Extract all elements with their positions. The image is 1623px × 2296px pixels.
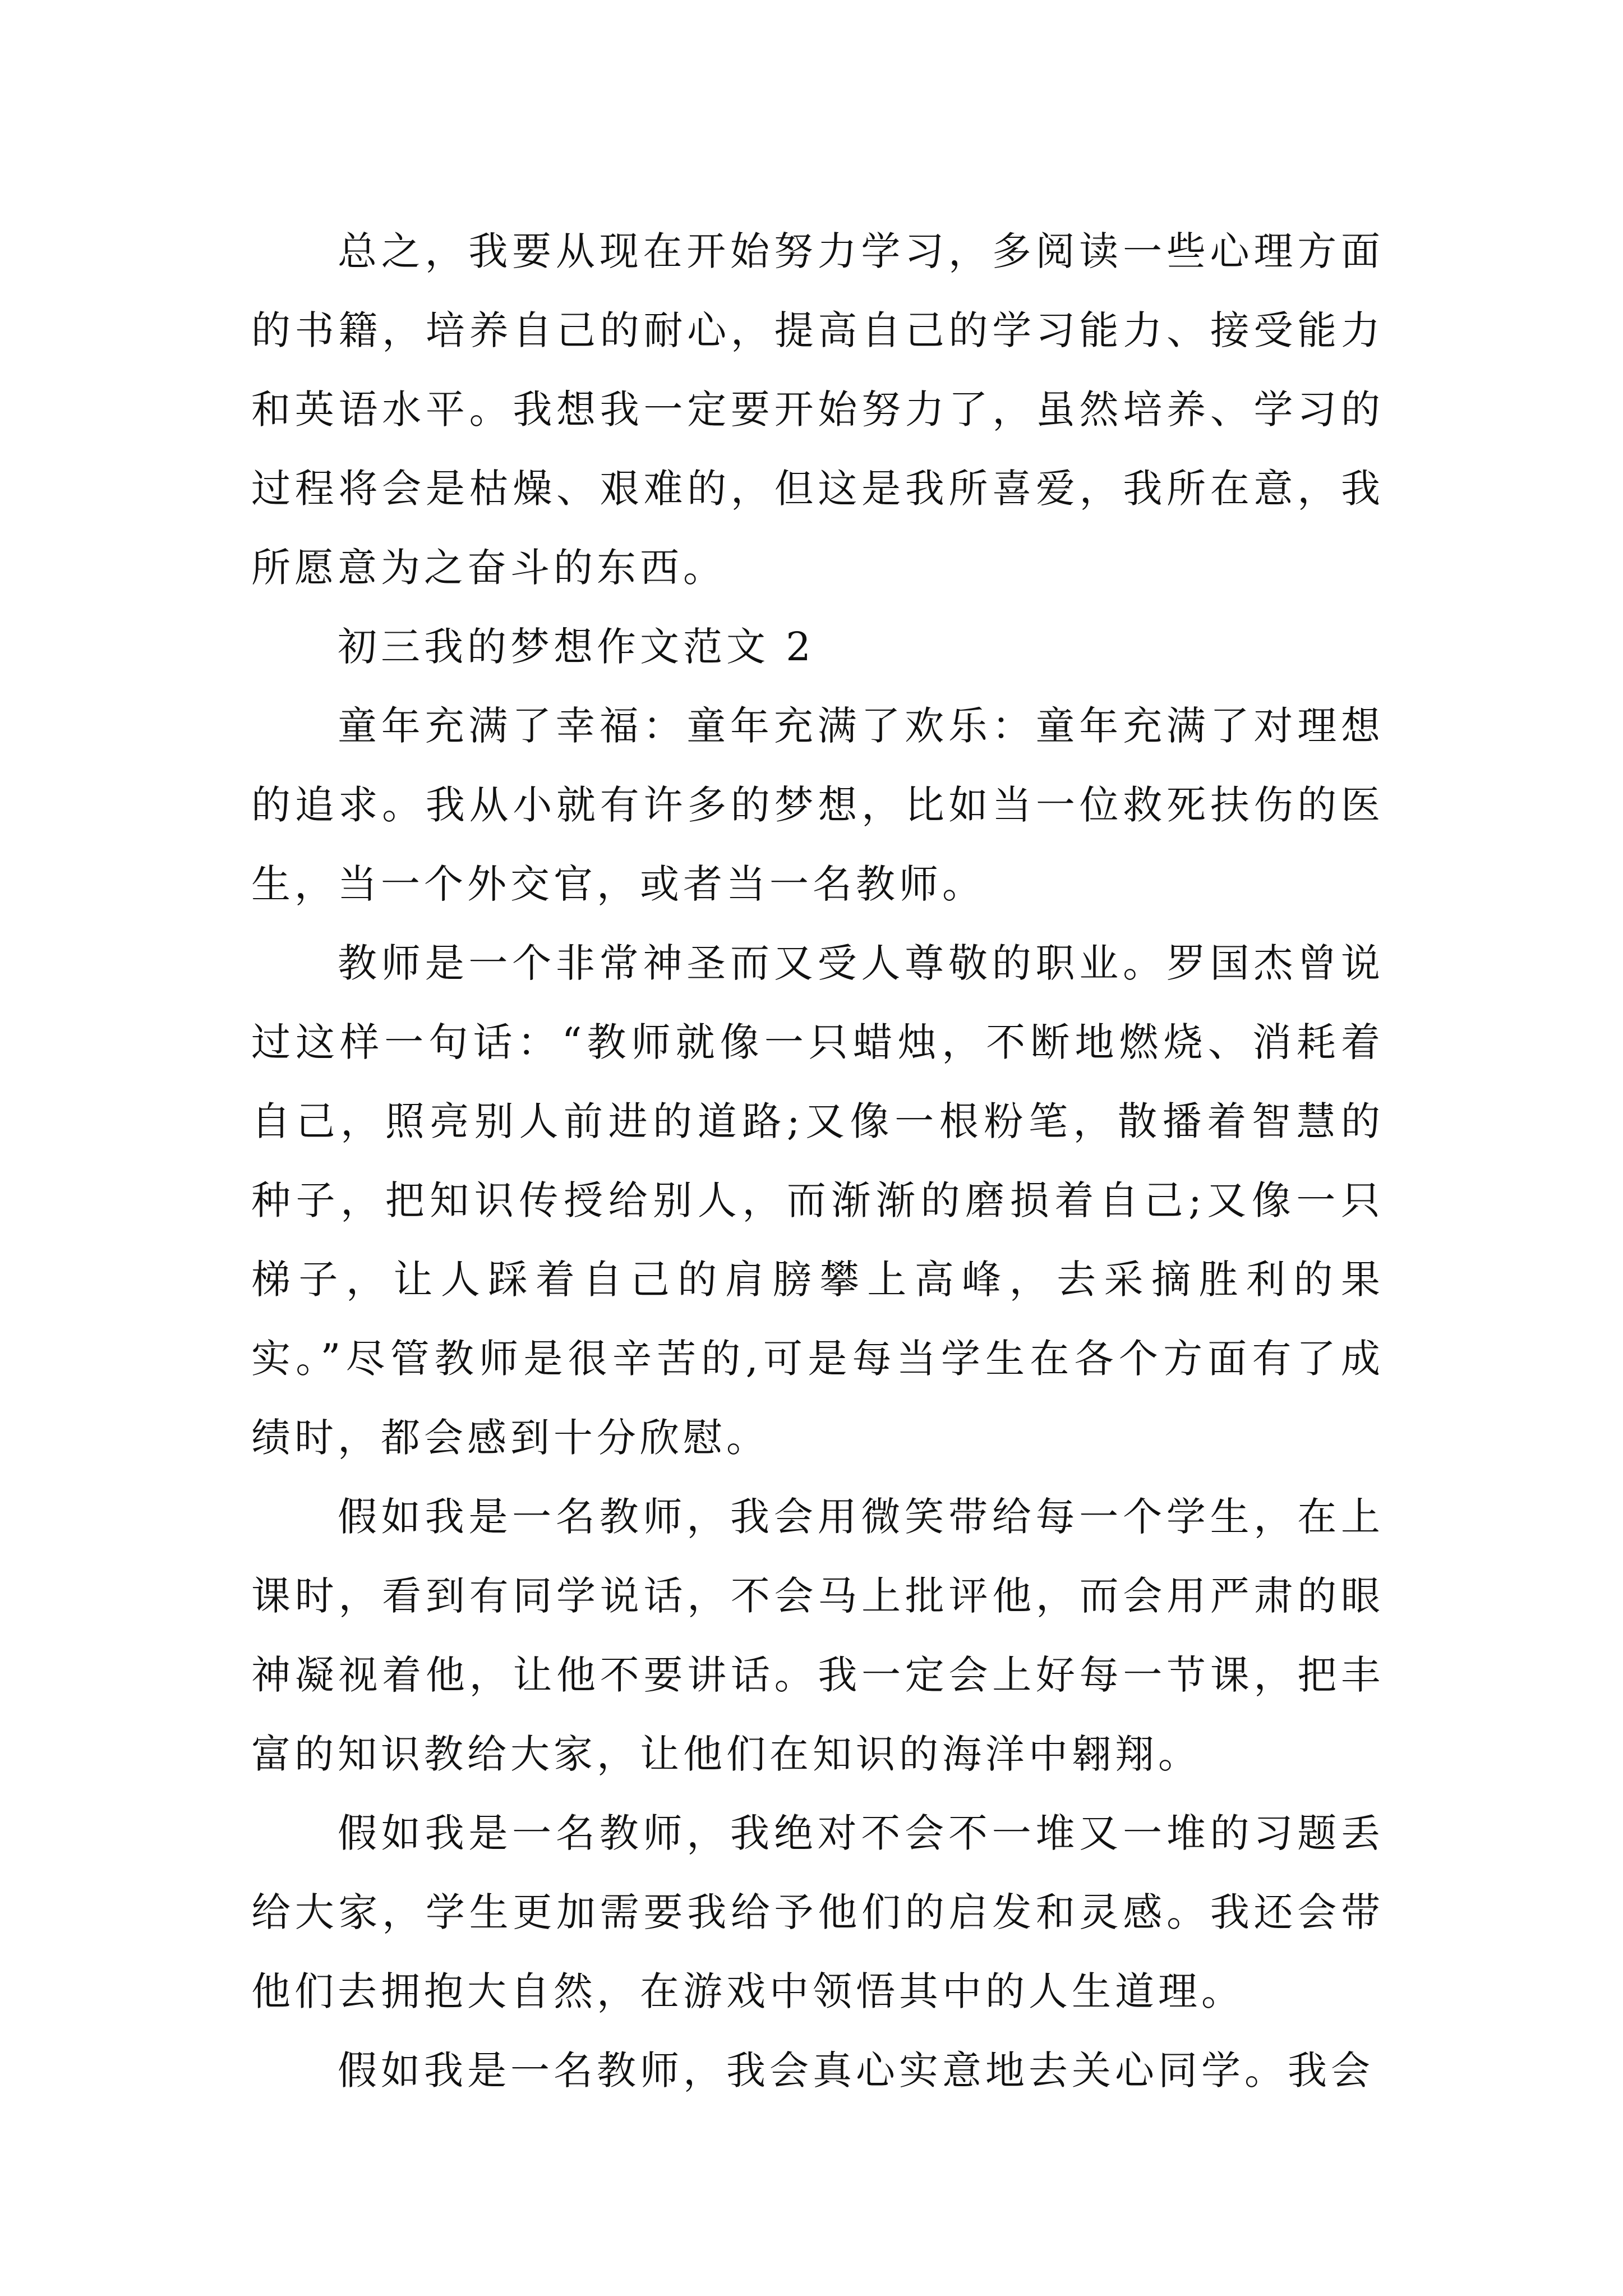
paragraph-if-teacher-care: 假如我是一名教师，我会真心实意地去关心同学。我会 <box>338 2047 1374 2093</box>
paragraph-if-teacher-smile: 假如我是一名教师，我会用微笑带给每一个学生，在上课时，看到有同学说话，不会马上批评他，而会用严肃的眼神凝视着他，让他不要讲话。我一定会上好每一节课，把丰富的知识教给大家，让他们在知识的海洋中翱翔。 <box>251 1494 1384 1777</box>
paragraph-teacher-profession: 教师是一个非常神圣而又受人尊敬的职业。罗国杰曾说过这样一句话：“教师就像一只蜡烛，不断地燃烧、消耗着自己，照亮别人前进的道路;又像一根粉笔，散播着智慧的种子，把知识传授给别人，而渐渐的磨损着自己;又像一只梯子，让人踩着自己的肩膀攀上高峰，去采摘胜利的果实。”尽管教师是很辛苦的,可是每当学生在各个方面有了成绩时，都会感到十分欣慰。 <box>251 940 1384 1461</box>
paragraph-childhood: 童年充满了幸福：童年充满了欢乐：童年充满了对理想的追求。我从小就有许多的梦想，比如当一位救死扶伤的医生，当一个外交官，或者当一名教师。 <box>251 703 1384 907</box>
section-heading: 初三我的梦想作文范文 2 <box>338 624 815 670</box>
paragraph-conclusion: 总之，我要从现在开始努力学习，多阅读一些心理方面的书籍，培养自己的耐心，提高自己的学习能力、接受能力和英语水平。我想我一定要开始努力了，虽然培养、学习的过程将会是枯燥、艰难的，但这是我所喜爱，我所在意，我所愿意为之奋斗的东西。 <box>251 228 1384 591</box>
document-body <box>251 212 1384 2110</box>
paragraph-if-teacher-exercises: 假如我是一名教师，我绝对不会不一堆又一堆的习题丢给大家，学生更加需要我给予他们的启发和灵感。我还会带他们去拥抱大自然，在游戏中领悟其中的人生道理。 <box>251 1810 1384 2014</box>
